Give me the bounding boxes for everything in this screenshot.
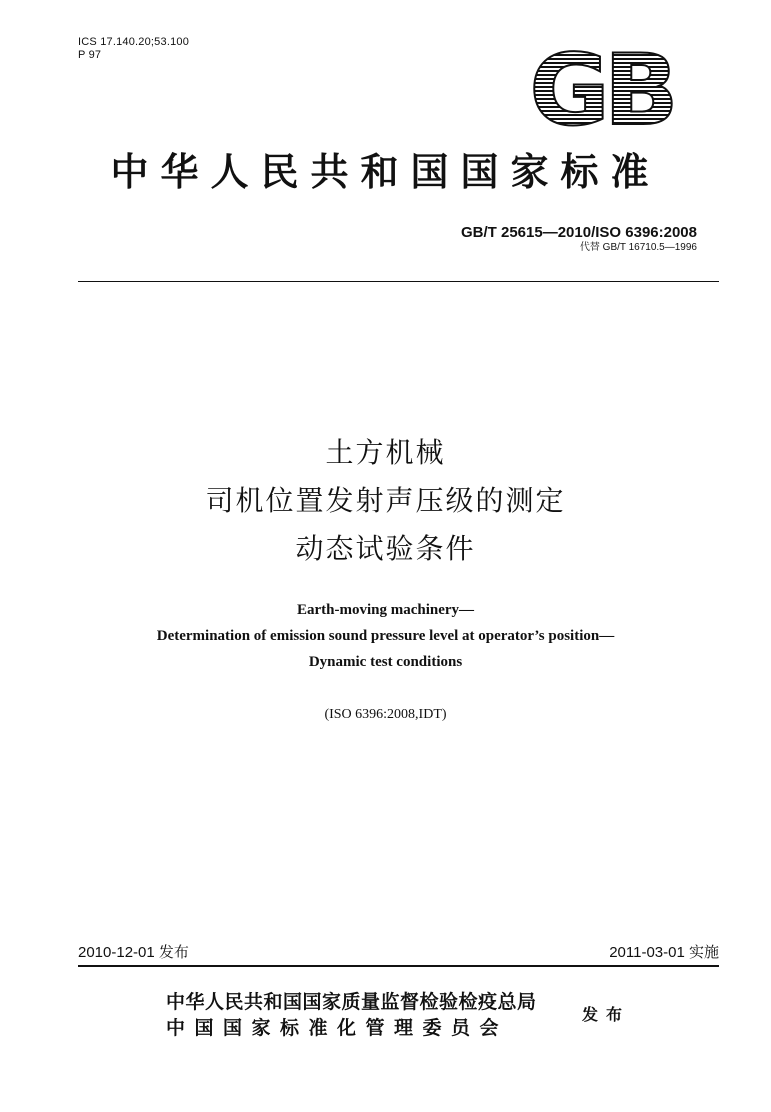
standard-code: GB/T 25615—2010/ISO 6396:2008 — [461, 224, 697, 241]
class-code: P 97 — [78, 49, 102, 61]
title-zh-line3: 动态试验条件 — [295, 532, 476, 565]
publisher-line2: 中国国家标准化管理委员会 — [166, 1017, 509, 1039]
title-en-line2: Determination of emission sound pressure level at operator’s position— — [156, 628, 615, 644]
classification-block — [78, 36, 189, 62]
title-zh-line2: 司机位置发射声压级的测定 — [205, 484, 566, 517]
gb-logo-text: GB — [529, 46, 673, 136]
publish-label: 发布 — [582, 1005, 631, 1024]
bottom-divider — [78, 965, 719, 967]
gb-logo — [516, 46, 686, 136]
top-divider — [78, 281, 719, 282]
publisher-line1: 中华人民共和国国家质量监督检验检疫总局 — [166, 991, 537, 1013]
title-en-line3: Dynamic test conditions — [308, 654, 463, 670]
ics-code: ICS 17.140.20;53.100 — [78, 36, 190, 48]
title-en-line1: Earth-moving machinery— — [296, 602, 475, 618]
replaces-note: 代替 GB/T 16710.5—1996 — [579, 242, 697, 253]
issue-date: 2010-12-01 发布 — [78, 944, 189, 961]
effective-date: 2011-03-01 实施 — [609, 944, 719, 961]
standard-type-heading: 中华人民共和国国家标准 — [110, 149, 661, 194]
title-zh-line1: 土方机械 — [325, 436, 446, 469]
iso-reference: (ISO 6396:2008,IDT) — [324, 707, 447, 722]
